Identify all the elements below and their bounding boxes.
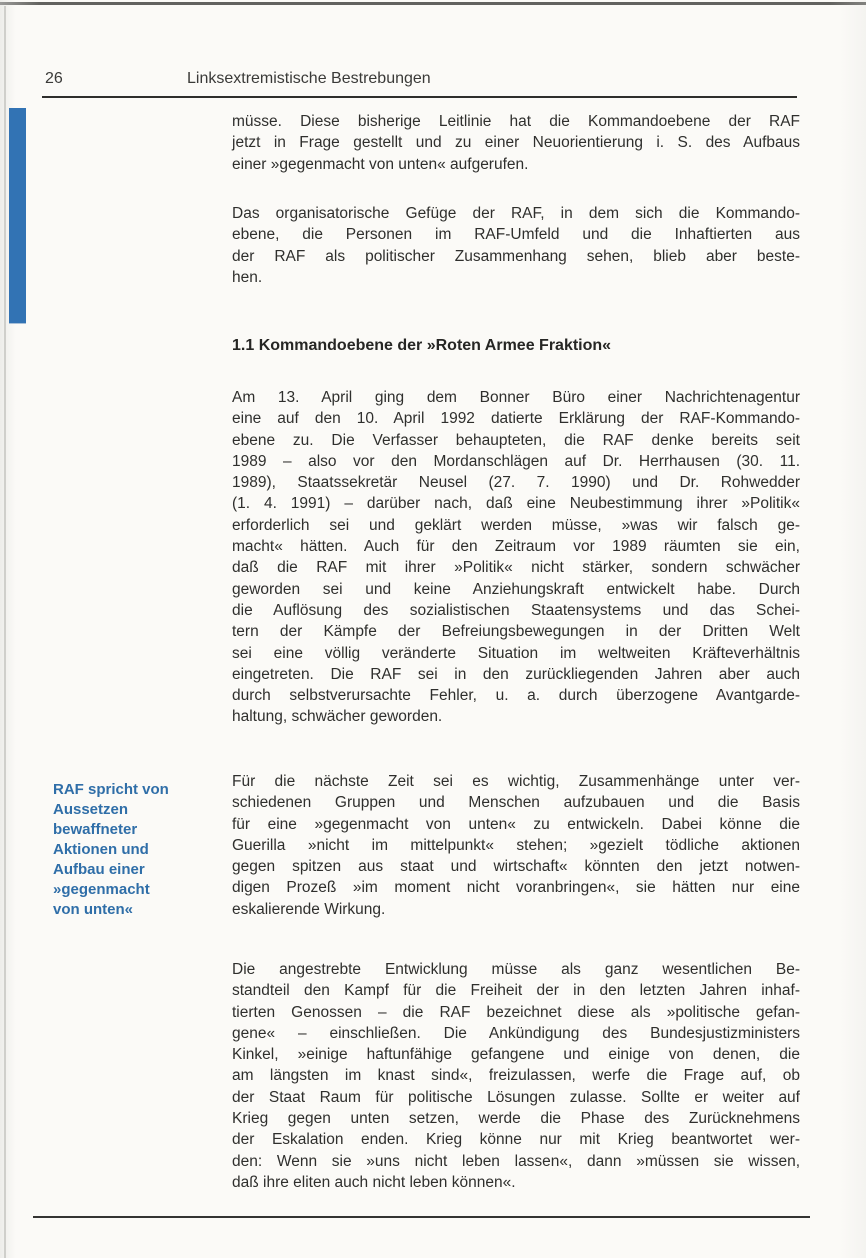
text-line: Krieg gegen unten setzen, werde die Phase des Zurücknehmens xyxy=(232,1110,800,1128)
text-line: tern der Kämpfe der Befreiungsbewegungen in der Dritten Welt xyxy=(232,623,800,641)
text-line: gene« – einschließen. Die Ankündigung des Bundesjustizministers xyxy=(232,1024,800,1042)
text-line: »gegenmacht xyxy=(53,881,150,898)
margin-note xyxy=(53,780,229,920)
text-line: Aussetzen xyxy=(53,801,129,818)
footer-rule xyxy=(33,1216,810,1218)
text-line: Guerilla »nicht im mittelpunkt« stehen; »gezielt tödliche aktionen xyxy=(232,836,800,854)
paragraph-4 xyxy=(232,771,800,920)
paragraph-1 xyxy=(232,111,800,175)
text-line: tierten Genossen – die RAF bezeichnet diese als »politische gefan- xyxy=(232,1003,800,1021)
text-line: geworden sei und keine Anziehungskraft entwickelt habe. Durch xyxy=(232,580,800,598)
text-line: eingetreten. Die RAF sei in den zurückliegenden Jahren aber auch xyxy=(232,665,800,683)
text-line: der RAF als politischer Zusammenhang sehen, blieb aber beste- xyxy=(232,247,800,265)
text-line: ebene zu. Die Verfasser behaupteten, die RAF denke bereits seit xyxy=(232,431,800,449)
text-line: schiedenen Gruppen und Menschen aufzubauen und die Basis xyxy=(232,794,800,812)
text-line: Aktionen und xyxy=(53,841,149,858)
text-line: bewaffneter xyxy=(53,821,138,838)
text-line: (1. 4. 1991) – darüber nach, daß eine Neubestimmung ihrer »Politik« xyxy=(232,495,800,513)
text-line: durch selbstverursachte Fehler, u. a. durch überzogene Avantgarde- xyxy=(232,687,800,705)
text-line: hen. xyxy=(232,268,263,286)
text-line: 1989), Staatssekretär Neusel (27. 7. 1990) und Dr. Rohwedder xyxy=(232,474,800,492)
header-rule xyxy=(42,96,797,98)
text-line: RAF spricht von xyxy=(53,781,169,798)
paragraph-3 xyxy=(232,387,800,728)
running-title: Linksextremistische Bestrebungen xyxy=(187,70,431,87)
text-line: daß die RAF mit ihrer »Politik« nicht stärker, sondern schwächer xyxy=(232,559,800,577)
text-line: sei eine völlig veränderte Situation im weltweiten Kräfteverhältnis xyxy=(232,644,800,662)
text-line: Die angestrebte Entwicklung müsse als ganz wesentlichen Be- xyxy=(232,961,800,978)
paragraph-2 xyxy=(232,203,800,288)
text-line: haltung, schwächer geworden. xyxy=(232,708,443,726)
text-line: ebene, die Personen im RAF-Umfeld und die Inhaftierten aus xyxy=(232,226,800,244)
page-number: 26 xyxy=(45,70,63,87)
text-line: jetzt in Frage gestellt und zu einer Neuorientierung i. S. des Aufbaus xyxy=(232,134,800,152)
paragraph-5 xyxy=(232,959,800,1193)
text-line: der Staat Raum für politische Lösungen zulasse. Sollte er weiter auf xyxy=(232,1088,800,1106)
text-line: von unten« xyxy=(53,901,134,918)
text-line: der Eskalation enden. Krieg könne nur mit Krieg beantwortet wer- xyxy=(232,1131,800,1149)
text-line: den: Wenn sie »uns nicht leben lassen«, dann »müssen sie wissen, xyxy=(232,1152,800,1170)
text-line: macht« hätten. Auch für den Zeitraum vor 1989 räumten sie ein, xyxy=(232,538,800,556)
text-line: am längsten im knast sind«, freizulassen, werfe die Frage auf, ob xyxy=(232,1067,800,1085)
section-heading: 1.1 Kommandoebene der »Roten Armee Fraktion« xyxy=(232,337,612,354)
text-line: Kinkel, »einige haftunfähige gefangene und einige von denen, die xyxy=(232,1046,800,1064)
text-line: Aufbau einer xyxy=(53,861,145,878)
text-line: daß ihre eliten auch nicht leben können«. xyxy=(232,1173,516,1191)
text-line: müsse. Diese bisherige Leitlinie hat die Kommandoebene der RAF xyxy=(232,113,800,130)
text-line: einer »gegenmacht von unten« aufgerufen. xyxy=(232,155,529,173)
text-line: Am 13. April ging dem Bonner Büro einer Nachrichtenagentur xyxy=(232,389,800,406)
text-line: gegen spitzen aus staat und wirtschaft« könnten den jetzt notwen- xyxy=(232,858,800,876)
text-line: Das organisatorische Gefüge der RAF, in dem sich die Kommando- xyxy=(232,205,800,222)
text-line: erforderlich sei und geklärt werden müsse, »was wir falsch ge- xyxy=(232,516,800,534)
scan-top-edge xyxy=(0,2,866,5)
text-line: eine auf den 10. April 1992 datierte Erklärung der RAF-Kommando- xyxy=(232,410,800,428)
text-line: eskalierende Wirkung. xyxy=(232,900,386,918)
text-line: für eine »gegenmacht von unten« zu entwickeln. Dabei könne die xyxy=(232,815,800,833)
text-line: digen Prozeß »im moment nicht voranbringen«, sie hätten nur eine xyxy=(232,879,800,897)
scan-left-edge xyxy=(4,6,6,1258)
text-line: Für die nächste Zeit sei es wichtig, Zusammenhänge unter ver- xyxy=(232,773,800,790)
text-line: die Auflösung des sozialistischen Staatensystems und das Schei- xyxy=(232,601,800,619)
chapter-accent-bar xyxy=(9,108,26,323)
text-line: standteil den Kampf für die Freiheit der in den letzten Jahren inhaf- xyxy=(232,982,800,1000)
text-line: 1989 – also vor den Mordanschlägen auf Dr. Herrhausen (30. 11. xyxy=(232,452,800,470)
